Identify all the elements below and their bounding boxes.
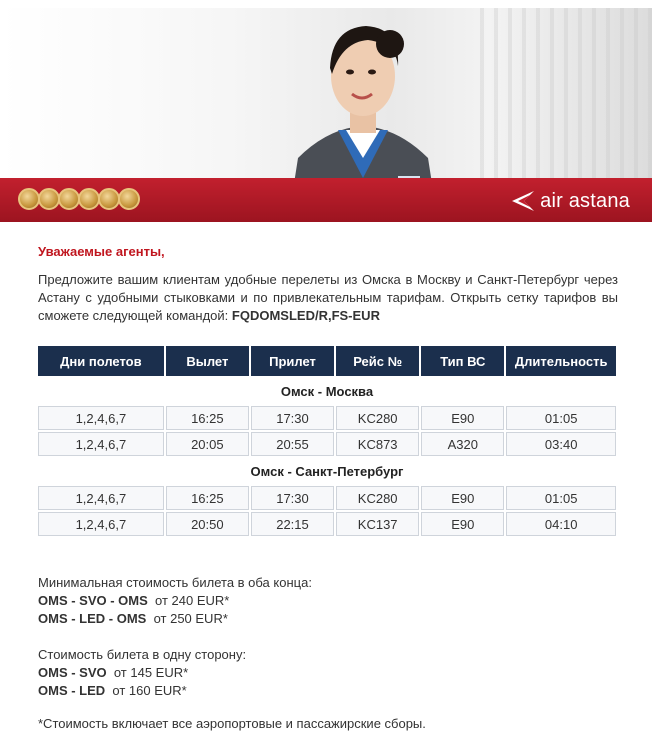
award-star-icon: [38, 188, 60, 210]
cell-departure: 16:25: [166, 486, 249, 510]
header-departure: Вылет: [166, 346, 249, 376]
price-line: [38, 610, 618, 628]
award-star-icon: [98, 188, 120, 210]
table-row: [38, 406, 616, 430]
award-star-icon: [118, 188, 140, 210]
header-duration: Длительность: [506, 346, 616, 376]
intro-body: Предложите вашим клиентам удобные перелеты из Омска в Москву и Санкт-Петербург через Астану с удобными стыковками и по привлекательным тарифам. Открыть сетку тарифов вы сможете следующей командой:: [38, 272, 618, 323]
table-header-row: [38, 346, 616, 376]
cell-duration: 04:10: [506, 512, 616, 536]
route-row: [38, 458, 616, 484]
price-line: [38, 592, 618, 610]
header-days: Дни полетов: [38, 346, 164, 376]
price-route: OMS - LED - OMS: [38, 611, 147, 626]
header-aircraft: Тип ВС: [421, 346, 504, 376]
cell-flight: KC137: [336, 512, 419, 536]
price-line: [38, 664, 618, 682]
award-star-icon: [18, 188, 40, 210]
price-value: от 250 EUR*: [153, 611, 228, 626]
cell-flight: KC280: [336, 486, 419, 510]
table-row: [38, 432, 616, 456]
cell-aircraft: E90: [421, 486, 504, 510]
cell-arrival: 17:30: [251, 486, 334, 510]
price-value: от 145 EUR*: [113, 665, 189, 680]
brand-name: air astana: [540, 189, 630, 212]
award-stars: [18, 188, 138, 216]
cell-days: 1,2,4,6,7: [38, 406, 164, 430]
cell-days: 1,2,4,6,7: [38, 432, 164, 456]
bird-logo-icon: [510, 189, 536, 213]
hero-banner: [0, 8, 652, 222]
fare-command: FQDOMSLED/R,FS-EUR: [231, 308, 380, 323]
intro-text: [38, 271, 618, 325]
cell-departure: 20:05: [166, 432, 249, 456]
roundtrip-title: Минимальная стоимость билета в оба конца:: [38, 575, 312, 590]
table-row: [38, 512, 616, 536]
cell-aircraft: E90: [421, 406, 504, 430]
header-arrival: Прилет: [251, 346, 334, 376]
cell-flight: KC280: [336, 406, 419, 430]
award-star-icon: [78, 188, 100, 210]
oneway-title: Стоимость билета в одну сторону:: [38, 647, 247, 662]
cell-aircraft: E90: [421, 512, 504, 536]
price-line: [38, 682, 618, 700]
award-star-icon: [58, 188, 80, 210]
route-row: [38, 378, 616, 404]
cell-departure: 16:25: [166, 406, 249, 430]
cell-days: 1,2,4,6,7: [38, 486, 164, 510]
cell-days: 1,2,4,6,7: [38, 512, 164, 536]
air-astana-logo: [510, 189, 630, 213]
table-row: [38, 486, 616, 510]
cell-duration: 03:40: [506, 432, 616, 456]
price-value: от 240 EUR*: [155, 593, 230, 608]
greeting: Уважаемые агенты,: [38, 244, 165, 259]
intro-section: [38, 244, 618, 325]
cell-arrival: 22:15: [251, 512, 334, 536]
price-route: OMS - SVO: [38, 665, 107, 680]
price-route: OMS - LED: [38, 683, 106, 698]
cell-departure: 20:50: [166, 512, 249, 536]
cell-aircraft: A320: [421, 432, 504, 456]
price-value: от 160 EUR*: [112, 683, 187, 698]
cell-duration: 01:05: [506, 406, 616, 430]
background-columns: [470, 8, 652, 178]
cell-arrival: 20:55: [251, 432, 334, 456]
route-label: Омск - Санкт-Петербург: [250, 463, 404, 479]
schedule-table: [36, 344, 618, 538]
price-route: OMS - SVO - OMS: [38, 593, 148, 608]
footnote: *Стоимость включает все аэропортовые и пассажирские сборы.: [38, 716, 426, 731]
header-flight: Рейс №: [336, 346, 419, 376]
route-label: Омск - Москва: [280, 383, 374, 399]
cell-duration: 01:05: [506, 486, 616, 510]
cell-flight: KC873: [336, 432, 419, 456]
prices-section: [38, 574, 618, 700]
cell-arrival: 17:30: [251, 406, 334, 430]
